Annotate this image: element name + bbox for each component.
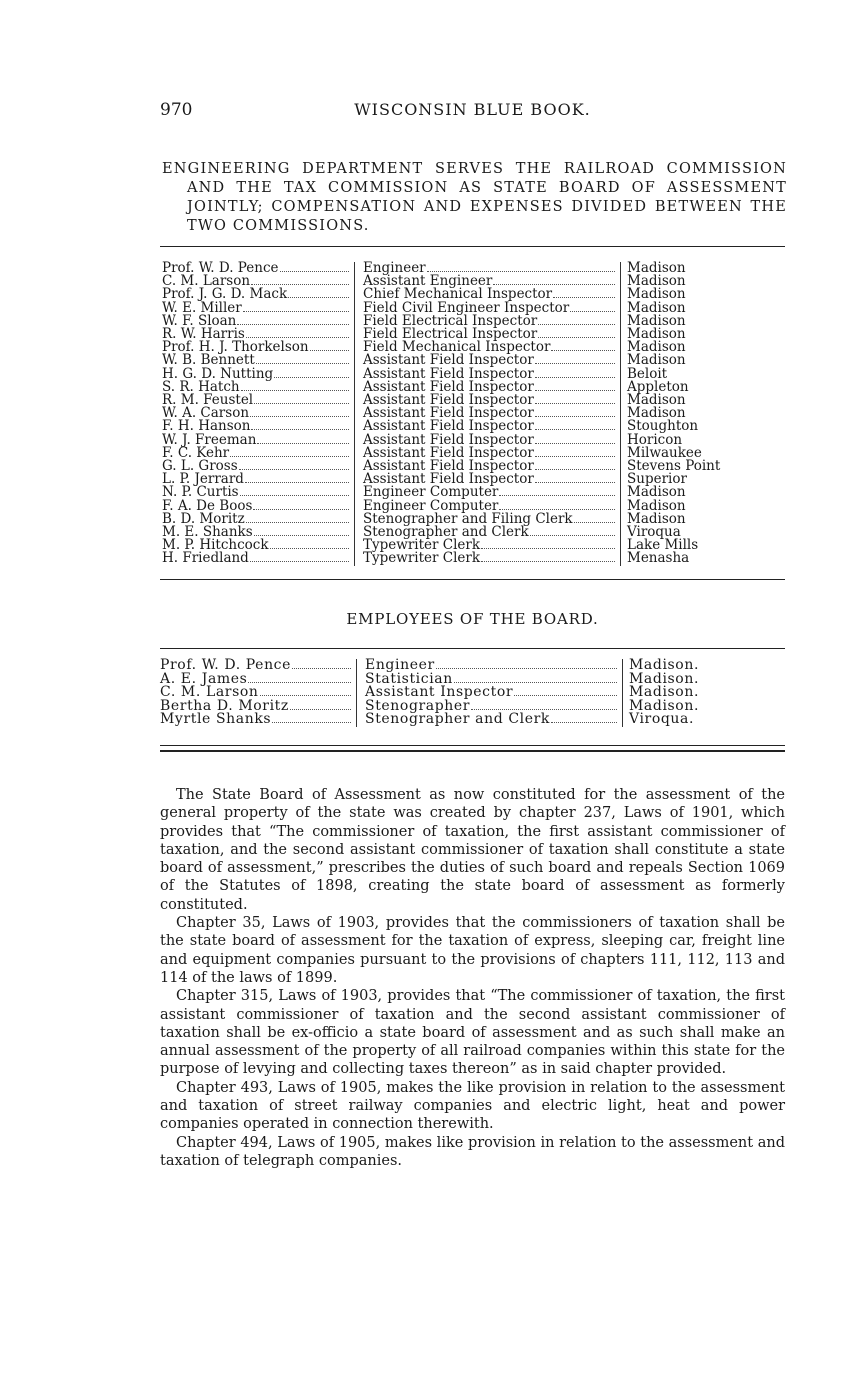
dot-leader (290, 709, 351, 710)
dot-leader (499, 509, 615, 510)
dot-leader (254, 403, 349, 404)
employee-name: W. B. Bennett (162, 352, 255, 369)
employee-location: Milwaukee (627, 444, 702, 461)
dot-leader (530, 535, 615, 536)
running-title: WISCONSIN BLUE BOOK. (354, 100, 591, 119)
dot-leader (535, 377, 615, 378)
dot-leader (551, 350, 615, 351)
dot-leader (280, 271, 350, 272)
employee-position: Stenographer (365, 697, 471, 714)
dot-leader (493, 284, 615, 285)
dot-leader (535, 443, 615, 444)
dot-leader (248, 682, 351, 683)
dot-leader (256, 363, 349, 364)
employee-position: Typewriter Clerk (363, 550, 481, 567)
employee-name: A. E. James (160, 670, 248, 687)
board-employees-heading: EMPLOYEES OF THE BOARD. (346, 610, 599, 628)
dot-leader (251, 429, 349, 430)
employee-location: Horicon (627, 431, 683, 448)
employee-name: Myrtle Shanks (160, 711, 272, 727)
dot-leader (538, 337, 615, 338)
dot-leader (246, 522, 349, 523)
dot-leader (243, 311, 349, 312)
employee-location: Superior (627, 471, 687, 488)
employee-name: Bertha D. Moritz (160, 697, 289, 714)
employee-location-cell (621, 552, 738, 565)
body-text (160, 786, 785, 1170)
employee-location: Lake Mills (627, 537, 699, 554)
employee-location: Madison (627, 326, 686, 343)
engineering-roster-table (162, 262, 737, 566)
dot-leader (253, 509, 349, 510)
employee-location: Madison (627, 352, 686, 369)
dot-leader (240, 495, 349, 496)
employee-position: Statistician (365, 670, 453, 687)
employee-name: S. R. Hatch (162, 378, 240, 395)
employee-location: Madison (627, 405, 686, 422)
employee-name: Prof. W. D. Pence (162, 260, 279, 276)
employee-name: W. A. Carson (162, 405, 250, 422)
employee-position: Assistant Field Inspector (363, 352, 534, 369)
employee-name: C. M. Larson (160, 684, 259, 700)
employee-location: Madison (627, 392, 686, 409)
employee-position: Assistant Field Inspector (363, 431, 534, 448)
paragraph-chapter-494: Chapter 494, Laws of 1905, makes like provision in relation to the assessment and taxation of telegraph companies. (160, 1134, 785, 1169)
paragraph-chapter-35: Chapter 35, Laws of 1903, provides that the commissioners of taxation shall be the state board of assessment for the taxation of express, sleeping car, freight line and equipment companies pursuant to the provisions of chapters 111, 112, 113 and 114 of the laws of 1899. (160, 915, 785, 986)
roster-row (160, 713, 720, 727)
employee-position: Stenographer and Clerk (363, 524, 529, 541)
employee-position: Assistant Field Inspector (363, 471, 534, 488)
employee-position: Stenographer and Filing Clerk (363, 510, 573, 527)
employee-name: M. E. Shanks (162, 524, 253, 541)
employee-location: Madison (627, 497, 686, 514)
dot-leader (270, 548, 349, 549)
page-number: 970 (160, 100, 193, 120)
employee-name-cell (162, 552, 355, 565)
dot-leader (288, 297, 349, 298)
dot-leader (230, 456, 349, 457)
dot-leader (535, 469, 615, 470)
employee-location: Madison (627, 510, 686, 527)
table-top-rule (160, 246, 785, 247)
paragraph-chapter-493: Chapter 493, Laws of 1905, makes the like provision in relation to the assessment and taxation of street railway companies and electric light, heat and power companies operated in connection therewith. (160, 1079, 785, 1133)
dot-leader (250, 416, 349, 417)
employee-location: Stoughton (627, 418, 699, 435)
employee-position: Stenographer and Clerk (365, 711, 550, 727)
employee-location: Madison. (629, 684, 700, 700)
employee-position: Field Civil Engineer Inspector (363, 299, 570, 316)
employee-position-cell (355, 552, 621, 565)
employee-location: Madison (627, 260, 686, 276)
dot-leader (535, 429, 615, 430)
dot-leader (239, 469, 349, 470)
employee-position: Assistant Field Inspector (363, 458, 534, 475)
employee-name: F. H. Hanson (162, 418, 251, 435)
employee-position: Chief Mechanical Inspector (363, 286, 553, 303)
employee-name: N. P. Curtis (162, 484, 239, 501)
employee-name: W. J. Freeman (162, 431, 257, 448)
employee-position: Assistant Field Inspector (363, 444, 534, 461)
employee-location: Madison. (629, 697, 700, 714)
employee-location-cell (623, 713, 721, 727)
employee-location: Viroqua (627, 524, 681, 541)
dot-leader (274, 377, 349, 378)
board-table-double-rule (160, 750, 785, 752)
employee-position: Engineer Computer (363, 484, 499, 501)
paragraph-state-board: The State Board of Assessment as now constituted for the assessment of the general property of the state was created by chapter 237, Laws of 1901, which provides that “The commissioner of taxation, the first assistant commissioner of taxation, and the second assistant commissioner of taxation shall constitute a state board of assessment,” prescribes the duties of such board and repeals Section 1069 of the Statutes of 1898, creating the state board of assessment as formerly constituted. (160, 787, 785, 913)
roster-row (162, 552, 737, 565)
dot-leader (254, 535, 349, 536)
dot-leader (574, 522, 615, 523)
employee-location: Madison. (629, 670, 700, 687)
employee-position-cell (357, 713, 623, 727)
employee-name: G. L. Gross (162, 458, 238, 475)
employee-name: R. W. Harris (162, 326, 245, 343)
employee-name: W. F. Sloan (162, 312, 237, 329)
dot-leader (436, 668, 617, 669)
employee-position: Assistant Engineer (363, 273, 493, 290)
dot-leader (553, 297, 615, 298)
dot-leader (471, 709, 617, 710)
employee-name: W. E. Miller (162, 299, 242, 316)
employee-location: Appleton (627, 378, 689, 395)
employee-position: Typewriter Clerk (363, 537, 481, 554)
employee-position: Assistant Field Inspector (363, 378, 534, 395)
dot-leader (535, 403, 615, 404)
employee-name: H. Friedland (162, 550, 249, 567)
page-header (160, 100, 785, 124)
employee-name: F. C. Kehr (162, 444, 230, 461)
board-table-bottom-rule (160, 745, 785, 746)
employee-name: H. G. D. Nutting (162, 365, 274, 382)
employee-name-cell (160, 713, 357, 727)
dot-leader (454, 682, 617, 683)
board-table-top-rule (160, 648, 785, 649)
employee-location: Madison (627, 339, 686, 356)
dot-leader (251, 284, 349, 285)
employee-name: Prof. H. J. Thorkelson (162, 339, 309, 356)
employee-location: Madison. (629, 657, 700, 673)
dot-leader (292, 668, 351, 669)
employee-position: Assistant Field Inspector (363, 405, 534, 422)
employee-location: Beloit (627, 365, 668, 382)
dot-leader (272, 722, 351, 723)
dot-leader (535, 482, 615, 483)
employee-location: Viroqua. (629, 711, 695, 727)
employee-position: Assistant Field Inspector (363, 365, 534, 382)
employee-name: B. D. Moritz (162, 510, 245, 527)
employee-position: Field Electrical Inspector (363, 326, 538, 343)
dot-leader (237, 324, 349, 325)
employee-name: Prof. J. G. D. Mack (162, 286, 288, 303)
dot-leader (481, 561, 615, 562)
dot-leader (241, 390, 349, 391)
employee-position: Field Electrical Inspector (363, 312, 538, 329)
dot-leader (535, 390, 615, 391)
dot-leader (245, 482, 349, 483)
employee-name: M. P. Hitchcock (162, 537, 269, 554)
dot-leader (514, 695, 617, 696)
employee-name: R. M. Feustel (162, 392, 254, 409)
employee-position: Engineer Computer (363, 497, 499, 514)
dot-leader (246, 337, 349, 338)
employee-name: L. P. Jerrard (162, 471, 244, 488)
dot-leader (250, 561, 349, 562)
dot-leader (551, 722, 617, 723)
table-bottom-rule (160, 579, 785, 580)
employee-location: Menasha (627, 550, 690, 567)
employee-position: Engineer (363, 260, 426, 276)
dot-leader (260, 695, 351, 696)
dot-leader (499, 495, 615, 496)
paragraph-chapter-315: Chapter 315, Laws of 1903, provides that “The commissioner of taxation, the first assistant commissioner of taxation and the second assistant commissioner of taxation shall be ex-officio a state board of assessment and as such shall make an annual assessment of the property of all railroad companies within this state for the purpose of levying and collecting taxes thereon” as in said chapter provided. (160, 988, 785, 1078)
employee-position: Assistant Inspector (365, 684, 514, 700)
employee-position: Engineer (365, 657, 435, 673)
dot-leader (427, 271, 615, 272)
dot-leader (570, 311, 615, 312)
employee-location: Madison (627, 299, 686, 316)
dot-leader (535, 363, 615, 364)
board-employees-table (160, 659, 720, 727)
employee-location: Madison (627, 312, 686, 329)
employee-name: C. M. Larson (162, 273, 251, 290)
employee-position: Field Mechanical Inspector (363, 339, 551, 356)
dot-leader (481, 548, 615, 549)
employee-position: Assistant Field Inspector (363, 418, 534, 435)
engineering-section-heading: ENGINEERING DEPARTMENT SERVES THE RAILROAD COMMISSION AND THE TAX COMMISSION AS STATE BOARD OF ASSESSMENT JOINTLY; COMPENSATION AND EXPENSES DIVIDED BETWEEN THE TWO COMMISSIONS. (162, 161, 787, 234)
employee-location: Stevens Point (627, 458, 721, 475)
employee-location: Madison (627, 484, 686, 501)
employee-location: Madison (627, 286, 686, 303)
dot-leader (310, 350, 349, 351)
employee-name: F. A. De Boos (162, 497, 253, 514)
employee-position: Assistant Field Inspector (363, 392, 534, 409)
dot-leader (257, 443, 349, 444)
dot-leader (535, 456, 615, 457)
dot-leader (538, 324, 615, 325)
employee-name: Prof. W. D. Pence (160, 657, 292, 673)
employee-location: Madison (627, 273, 686, 290)
dot-leader (535, 416, 615, 417)
